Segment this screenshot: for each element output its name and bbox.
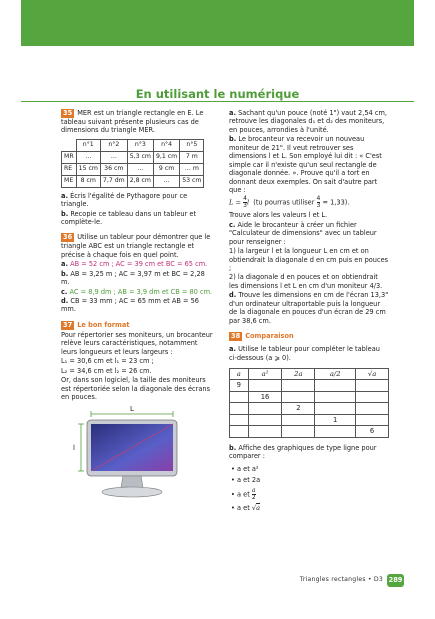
question-text: Affiche des graphiques de type ligne pour comparer : <box>229 443 377 461</box>
table-cell: 7 m <box>180 151 204 163</box>
fraction <box>252 488 256 501</box>
question-text: Trouve alors les valeurs l et L. <box>229 211 328 220</box>
formula-var: l <box>246 198 250 207</box>
table-cell: MR <box>62 151 77 163</box>
table-header-cell: a <box>230 368 249 380</box>
table-cell: 5,3 cm <box>127 151 153 163</box>
table-cell <box>356 414 389 426</box>
exercise-38 <box>229 332 389 512</box>
question-label: d. <box>61 297 69 305</box>
table-row <box>230 391 389 403</box>
width-label: L <box>130 405 134 414</box>
bullet-text: a et <box>237 490 250 499</box>
comparison-table <box>229 368 389 438</box>
list-item: • a et √a <box>231 503 261 512</box>
table-cell <box>315 403 356 415</box>
table-cell: … <box>76 151 100 163</box>
table-row <box>230 380 389 392</box>
table-cell: 7,7 dm <box>100 175 127 187</box>
section-title: En utilisant le numérique <box>135 87 300 101</box>
table-cell <box>356 391 389 403</box>
table-cell: … m <box>180 163 204 175</box>
bullet-text: a et <box>237 503 250 512</box>
table-cell: 9 cm <box>153 163 179 175</box>
fraction <box>317 196 321 209</box>
table-cell: 53 cm <box>180 175 204 187</box>
table-row <box>62 175 204 187</box>
exercise-intro: Pour répertorier ses moniteurs, un brocanteur relève leurs caractéristiques, notamment leurs longueurs et leurs largeurs : <box>61 330 213 356</box>
table-cell: … <box>153 175 179 187</box>
question-label: a. <box>229 109 236 117</box>
table-cell: … <box>100 151 127 163</box>
table-cell: … <box>127 163 153 175</box>
question-text: Aide le brocanteur à créer un fichier "Calculateur de dimensions" avec un tableur pour renseigner : <box>229 220 377 246</box>
table-header-cell: 2a <box>282 368 315 380</box>
exercise-36 <box>61 233 213 314</box>
table-cell: 9,1 cm <box>153 151 179 163</box>
question-text: AB = 52 cm ; AC = 39 cm et BC = 65 cm. <box>70 260 208 269</box>
table-cell <box>230 426 249 438</box>
height-label: l <box>73 444 75 453</box>
table-cell: n°2 <box>100 139 127 151</box>
table-cell: 2,8 cm <box>127 175 153 187</box>
monitor-stand <box>102 487 162 497</box>
table-cell <box>248 380 282 392</box>
table-cell <box>315 380 356 392</box>
table-cell: n°4 <box>153 139 179 151</box>
table-cell <box>282 414 315 426</box>
formula-line <box>229 196 389 209</box>
exercise-outro: Or, dans son logiciel, la taille des moniteurs est répertoriée selon la diagonale des écrans en pouces. <box>61 376 211 401</box>
table-cell <box>248 414 282 426</box>
question-label: b. <box>229 443 237 452</box>
question-label: a. <box>61 191 68 200</box>
table-cell <box>230 391 249 403</box>
table-cell: n°5 <box>180 139 204 151</box>
exercise-title: Le bon format <box>77 320 130 329</box>
sqrt-symbol: √a <box>251 503 261 512</box>
table-row <box>230 426 389 438</box>
fraction-denominator: 2 <box>251 493 256 501</box>
table-cell: 9 <box>230 380 249 392</box>
fraction-denominator: 3 <box>316 202 321 210</box>
exercise-number: 35 <box>63 109 73 117</box>
table-cell: 15 cm <box>76 163 100 175</box>
exercise-number: 38 <box>231 332 241 341</box>
question-text: AC = 8,9 dm ; AB = 3,9 dm et CB = 80 cm. <box>69 287 213 296</box>
page-number: 289 <box>387 574 404 587</box>
table-cell: RE <box>62 163 77 175</box>
exercise-number: 36 <box>63 233 73 242</box>
fraction-numerator: 4 <box>316 195 321 203</box>
table-cell <box>230 414 249 426</box>
table-cell <box>248 403 282 415</box>
bullet-text: a et a² <box>237 464 259 473</box>
table-row <box>230 414 389 426</box>
table-cell: 1 <box>315 414 356 426</box>
table-cell <box>356 380 389 392</box>
question-text: Utilise le tableur pour compléter le tableau ci-dessous (a ⩾ 0). <box>229 345 380 362</box>
question-label: b. <box>61 209 69 218</box>
fraction-numerator: 4 <box>243 195 247 203</box>
table-cell: 16 <box>248 391 282 403</box>
chapter-label: Triangles rectangles • D3 <box>299 576 383 583</box>
question-text: Le brocanteur va recevoir un nouveau moniteur de 21". Il veut retrouver ses dimensions l et L. Son employé lui dit : « C'est simple car il n'existe qu'un seul rectangle de diagonale donnée. ». Prouve qu'il a tort en donnant deux exemples. On sait d'autre part que : <box>229 135 382 194</box>
dimension-line: L₁ = 30,6 cm et l₁ = 23 cm ; <box>61 357 154 366</box>
formula-hint-end: = 1,33). <box>322 198 350 207</box>
table-header-cell: a/2 <box>315 368 356 380</box>
question-label: b. <box>229 135 237 144</box>
table-cell <box>248 426 282 438</box>
table-row <box>62 151 204 163</box>
formula-lhs: L = <box>229 198 241 207</box>
question-label: a. <box>229 345 236 354</box>
exercise-37 <box>61 321 213 509</box>
table-cell <box>282 426 315 438</box>
table-cell: 6 <box>356 426 389 438</box>
question-text: Écris l'égalité de Pythagore pour ce triangle. <box>61 191 188 209</box>
sub-question: 2) la diagonale d en pouces et on obtiendrait les dimensions l et L en cm d'un moniteur 4/3. <box>229 273 383 290</box>
table-cell <box>356 403 389 415</box>
sub-question: 1) la largeur l et la longueur L en cm et on obtiendrait la diagonale d en cm puis en pouces ; <box>229 247 389 272</box>
question-label: b. <box>61 269 69 278</box>
question-text: AB = 3,25 m ; AC = 3,97 m et BC = 2,28 m. <box>61 269 205 287</box>
exercise-35 <box>61 109 213 226</box>
bullet-text: a et 2a <box>237 476 261 485</box>
table-cell <box>282 391 315 403</box>
table-cell <box>315 391 356 403</box>
table-header-row <box>230 368 389 380</box>
list-item: • a et a² <box>231 464 259 473</box>
exercise-title: Comparaison <box>245 332 294 341</box>
fraction-denominator: 3 <box>243 202 247 210</box>
table-cell: 36 cm <box>100 163 127 175</box>
question-text: Sachant qu'un pouce (noté 1") vaut 2,54 cm, retrouve les diagonales d₁ et d₂ des moniteurs, en pouces, arrondies à l'unité. <box>229 109 387 134</box>
exercise-intro: Utilise un tableur pour démontrer que le triangle ABC est un triangle rectangle et précise à chaque fois en quel point. <box>61 233 211 259</box>
question-label: a. <box>61 260 68 269</box>
table-cell: n°1 <box>76 139 100 151</box>
formula-hint: (tu pourras utiliser <box>253 198 315 207</box>
exercise-number: 37 <box>63 320 73 329</box>
table-header-row <box>62 139 204 151</box>
right-column <box>229 109 389 515</box>
fraction-numerator: a <box>252 486 256 494</box>
question-text: Trouve les dimensions en cm de l'écran 13,3" d'un ordinateur ultraportable puis la longueur de la diagonale en pouces d'un écran de 29 cm par 38,6 cm. <box>229 291 389 325</box>
exercise-intro: MER est un triangle rectangle en E. Le tableau suivant présente plusieurs cas de dimensions du triangle MER. <box>61 109 204 135</box>
question-label: c. <box>61 287 68 296</box>
list-item: • a et $\frac{a}{2}$ <box>231 486 256 501</box>
table-cell: ME <box>62 175 77 187</box>
table-cell <box>282 380 315 392</box>
dimension-line: L₂ = 34,6 cm et l₂ = 26 cm. <box>61 366 152 375</box>
question-label: c. <box>229 220 236 229</box>
table-header-cell: a² <box>248 368 282 380</box>
table-row <box>230 403 389 415</box>
monitor-illustration <box>73 405 197 506</box>
table-cell: 2 <box>282 403 315 415</box>
table-cell <box>315 426 356 438</box>
table-cell: 8 cm <box>76 175 100 187</box>
table-cell <box>62 139 77 151</box>
question-text: Recopie ce tableau dans un tableur et complète-le. <box>61 209 197 226</box>
dimensions-table <box>61 139 204 188</box>
left-column <box>61 109 213 509</box>
question-label: d. <box>229 291 237 300</box>
title-rule <box>21 101 414 102</box>
table-header-cell: √a <box>356 368 389 380</box>
table-cell <box>230 403 249 415</box>
table-cell: n°3 <box>127 139 153 151</box>
table-row <box>62 163 204 175</box>
top-banner <box>21 0 414 46</box>
list-item: • a et 2a <box>231 476 261 485</box>
question-text: CB = 33 mm ; AC = 65 mm et AB = 56 mm. <box>61 297 199 314</box>
